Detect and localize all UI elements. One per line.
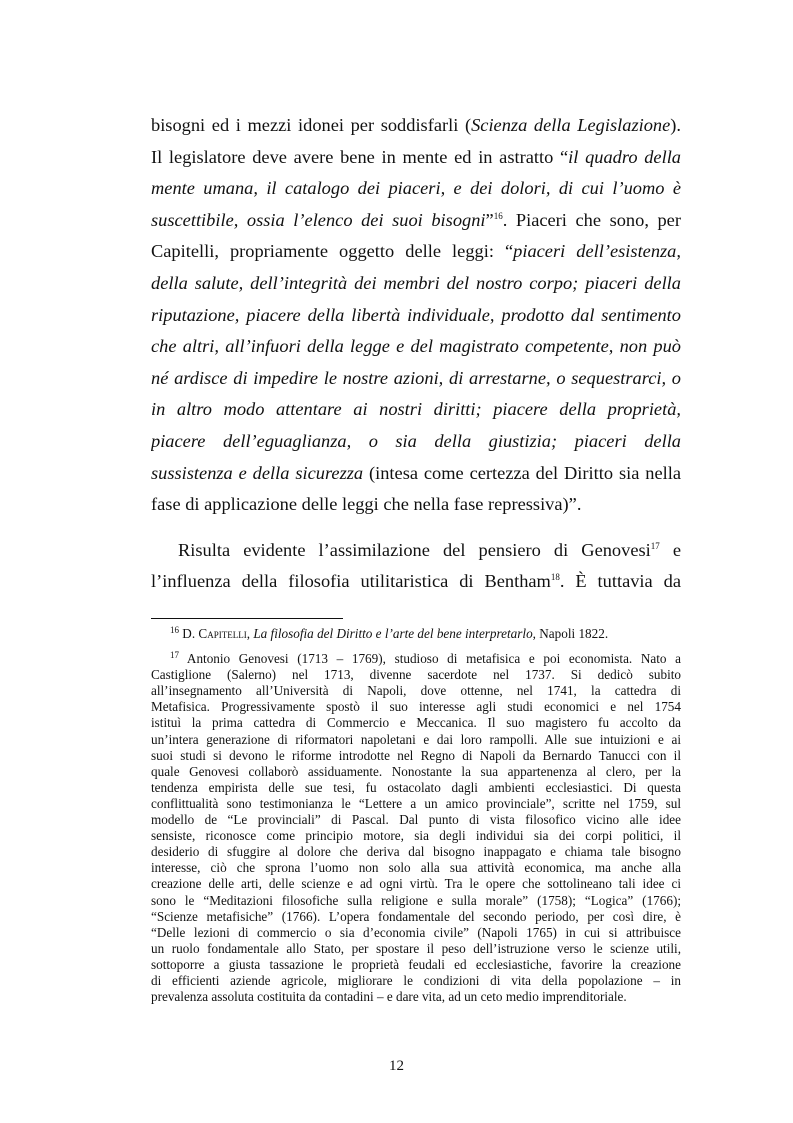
footnote-line: quale Genovesi collaborò assiduamente. Nonostante la sua appartenenza al clero, per la xyxy=(151,763,681,779)
text-line: mente umana, il catalogo dei piaceri, e dei dolori, di cui l’uomo è xyxy=(151,178,681,199)
text-line: suscettibile, ossia l’elenco dei suoi bisogni”$^{16}$. Piaceri che sono, per xyxy=(151,209,681,230)
text-line: Risulta evidente l’assimilazione del pensiero di Genovesi$^{17}$ e xyxy=(178,539,681,560)
footnote-line: modello de “Le provinciali” di Pascal. Dal punto di vista filosofico vicino alle idee xyxy=(151,812,681,828)
footnote-separator xyxy=(151,618,343,619)
footnote-line: di efficienti aziende agricole, migliorare le condizioni di vita della popolazione – in xyxy=(151,972,681,988)
text-line: riputazione, piacere della libertà individuale, prodotto dal sentimento xyxy=(151,304,681,325)
footnote-line: sono le “Meditazioni filosofiche sulla religione e sulla morale” (1758); “Logica” (1766); xyxy=(151,892,681,908)
text-line: Capitelli, propriamente oggetto delle leggi: “piaceri dell’esistenza, xyxy=(151,241,681,262)
footnote-ref-18: 18 xyxy=(550,572,560,583)
footnote-line: suoi studi si devono le riforme introdotte nel Regno di Napoli da Bernardo Tanucci con il xyxy=(151,747,681,763)
footnote-ref-17: 17 xyxy=(650,540,660,551)
footnote-17 xyxy=(151,651,681,1005)
page-number: 12 xyxy=(389,1058,404,1074)
footnote-line: un ruolo fondamentale allo Stato, per spostare il peso dell’istruzione verso le scienze utili, xyxy=(151,940,681,956)
footnote-line: istituì la prima cattedra di Commercio e Meccanica. Il suo magistero fu accolto da xyxy=(151,715,681,731)
footnote-line: “Delle lezioni di commercio o sia d’economia civile” (Napoli 1765) in cui si attribuisce xyxy=(151,924,681,940)
footnote-line: Metafisica. Progressivamente spostò il suo interesse agli studi economici e nel 1754 xyxy=(151,699,681,715)
footnote-line: conflittualità sono testimonianza le “Lettere a un amico provinciale”, scritte nel 1759, sul xyxy=(151,795,681,811)
footnote-ref-16: 16 xyxy=(493,210,503,221)
footnote-line: tendenza empirista delle sue tesi, fu ostacolato dagli ambienti ecclesiastici. Di questa xyxy=(151,779,681,795)
text-line: della salute, dell’integrità dei membri del nostro corpo; piaceri della xyxy=(151,272,681,293)
footnote-line: sensiste, riconosce come principio motore, sia degli individui sia dei corpi politici, il xyxy=(151,828,681,844)
text-line: né ardisce di impedire le nostre azioni, di arrestarne, o sequestrarci, o xyxy=(151,367,681,388)
text-line: fase di applicazione delle leggi che nella fase repressiva)”. xyxy=(151,494,582,515)
footnote-line: Castiglione (Salerno) nel 1713, divenne sacerdote nel 1737. Si dedicò subito xyxy=(151,667,681,683)
footnotes xyxy=(151,626,681,1005)
text-line: piacere dell’eguaglianza, o sia della giustizia; piaceri della xyxy=(151,430,681,451)
footnote-line: un’intera generazione di riformatori napoletani e dai loro rampolli. Alle sue intuizioni e ai xyxy=(151,731,681,747)
footnote-line: creazione delle arti, delle scienze e ad ogni virtù. Tra le opere che sottolineano tali idee ci xyxy=(151,876,681,892)
body-text xyxy=(151,110,681,598)
text-line: in altro modo attentare ai nostri diritti; piacere della proprietà, xyxy=(151,399,681,420)
footnote-line: $^{17}$ Antonio Genovesi (1713 – 1769), studioso di metafisica e poi economista. Nato a xyxy=(170,651,681,667)
text-line: che altri, all’infuori della legge e del magistrato competente, non può xyxy=(151,336,681,357)
footnote-line: “Scienze metafisiche” (1766). L’opera fondamentale del secondo periodo, per così dire, è xyxy=(151,908,681,924)
footnote-line: all’insegnamento all’Università di Napoli, dove ottenne, nel 1741, la cattedra di xyxy=(151,683,681,699)
footnote-line: desiderio di sfuggire al dolore che deriva dal bisogno inappagato e chiama tale bisogno xyxy=(151,844,681,860)
footnote-line: interesse, ciò che sprona l’uomo non solo alla sua attività economica, ma anche alla xyxy=(151,860,681,876)
text-line: Il legislatore deve avere bene in mente ed in astratto “il quadro della xyxy=(151,146,681,167)
text-line: l’influenza della filosofia utilitaristica di Bentham$^{18}$. È tuttavia da xyxy=(151,571,681,592)
text-line: sussistenza e della sicurezza (intesa come certezza del Diritto sia nella xyxy=(151,462,681,483)
footnote-16: $^{16}$ D. Capitelli, La filosofia del Diritto e l’arte del bene interpretarlo, Napoli 1822. xyxy=(170,625,609,641)
footnote-line: prevalenza assoluta costituita da contadini – e dare vita, ad un ceto medio imprenditoriale. xyxy=(151,989,627,1005)
text-line: bisogni ed i mezzi idonei per soddisfarli (Scienza della Legislazione). xyxy=(151,115,681,135)
footnote-line: sottoporre a giusta tassazione le proprietà feudali ed ecclesiastiche, favorire la creazione xyxy=(151,956,681,972)
